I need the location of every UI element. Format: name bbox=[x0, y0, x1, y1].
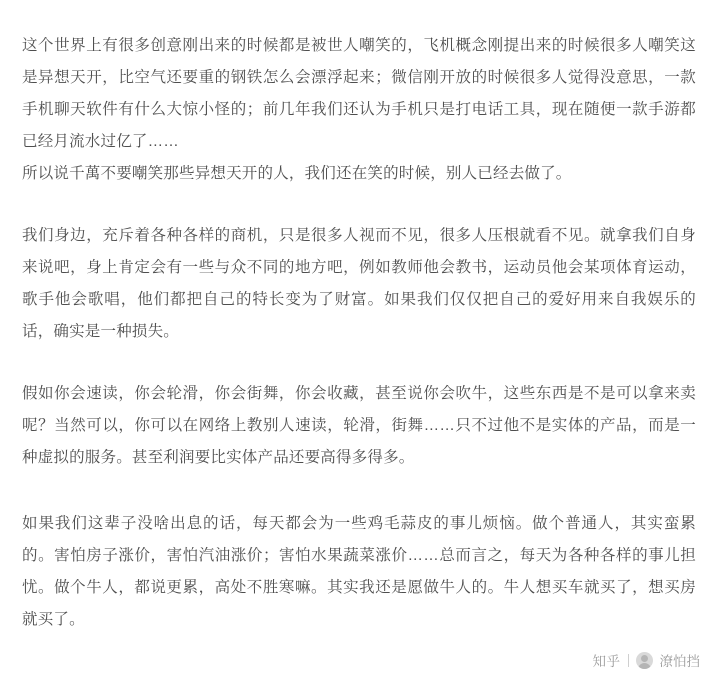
author-name: 潦怕挡 bbox=[659, 654, 700, 669]
paragraph-5: 如果我们这辈子没啥出息的话，每天都会为一些鸡毛蒜皮的事儿烦恼。做个普通人，其实蛮累的。害怕房子涨价，害怕汽油涨价；害怕水果蔬菜涨价……总而言之，每天为各种各样的事儿担忧。做个牛人，都说更累，高处不胜寒嘛。其实我还是愿做牛人的。牛人想买车就买了，想买房就买了。 bbox=[22, 515, 696, 628]
site-brand-label: 知乎 bbox=[592, 654, 621, 669]
paragraph-2: 所以说千萬不要嘲笑那些异想天开的人，我们还在笑的时候，别人已经去做了。 bbox=[22, 165, 572, 182]
footer-divider bbox=[628, 654, 629, 667]
avatar bbox=[636, 652, 653, 669]
section-spacer-2 bbox=[22, 348, 696, 378]
section-spacer-1 bbox=[22, 190, 696, 220]
paragraph-4: 假如你会速读，你会轮滑，你会街舞，你会收藏，甚至说你会吹牛，这些东西是不是可以拿来卖呢？当然可以，你可以在网络上教别人速读，轮滑，街舞……只不过他不是实体的产品，而是一种虚拟的服务。甚至利润要比实体产品还要高得多得多。 bbox=[22, 385, 696, 466]
section-spacer-3 bbox=[22, 474, 696, 508]
footer-attribution bbox=[593, 650, 701, 670]
paragraph-1: 这个世界上有很多创意刚出来的时候都是被世人嘲笑的，飞机概念刚提出来的时候很多人嘲笑这是异想天开，比空气还要重的钢铁怎么会漂浮起来；微信刚开放的时候很多人觉得没意思，一款手机聊天软件有什么大惊小怪的；前几年我们还认为手机只是打电话工具，现在随便一款手游都已经月流水过亿了…… bbox=[22, 37, 696, 150]
paragraph-3: 我们身边，充斥着各种各样的商机，只是很多人视而不见，很多人压根就看不见。就拿我们自身来说吧，身上肯定会有一些与众不同的地方吧，例如教师他会教书，运动员他会某项体育运动，歌手他会歌唱，他们都把自己的特长变为了财富。如果我们仅仅把自己的爱好用来自我娱乐的话，确实是一种损失。 bbox=[22, 227, 696, 340]
